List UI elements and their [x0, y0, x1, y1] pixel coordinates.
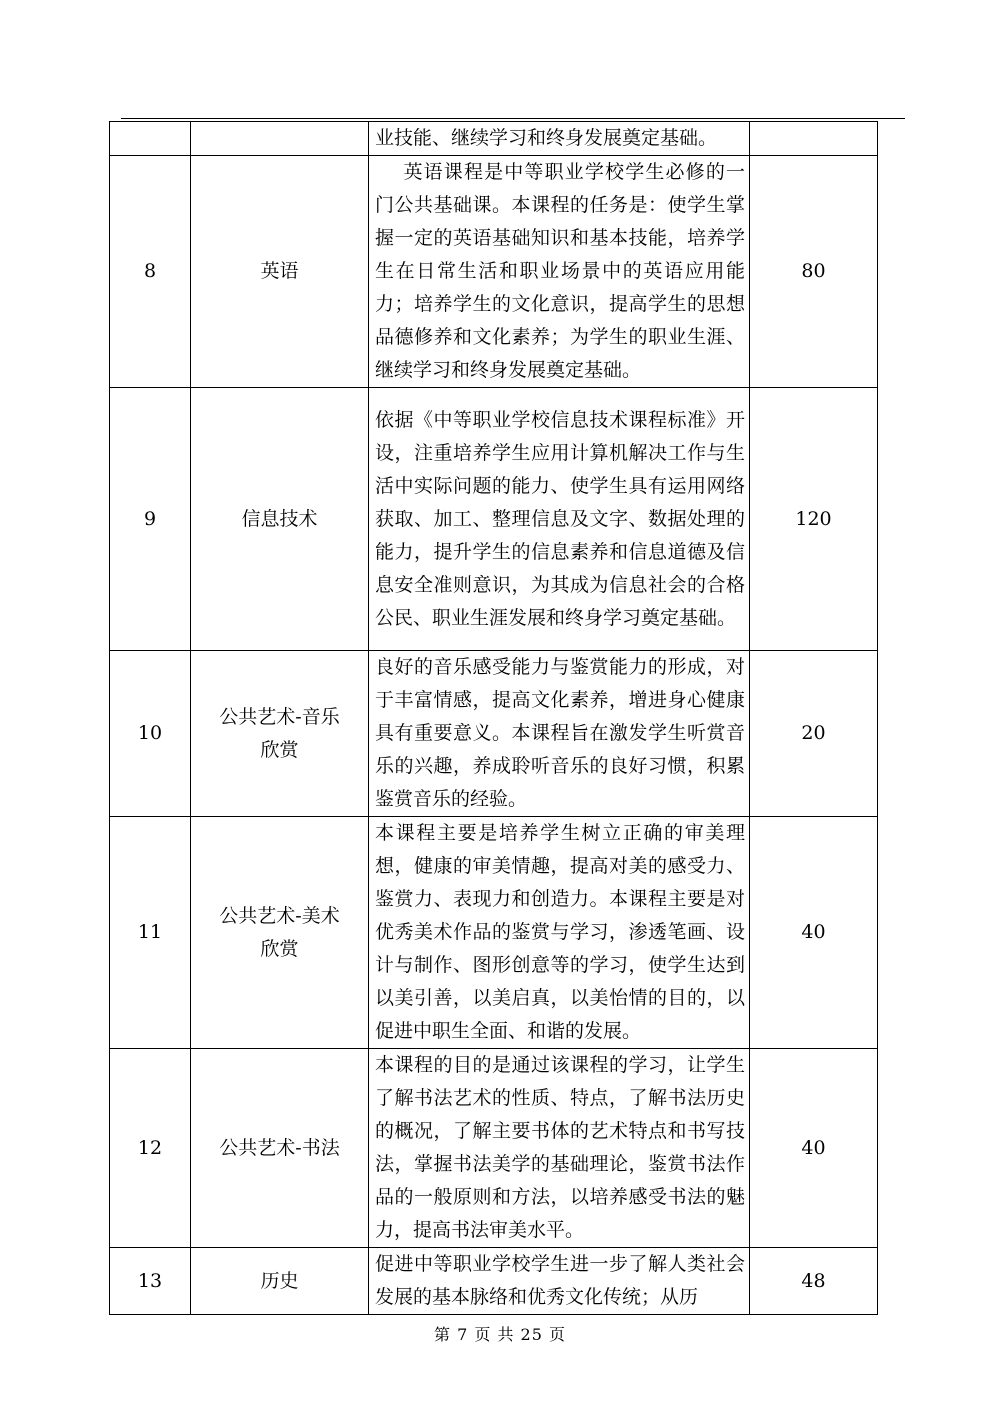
row-number: 8 — [110, 156, 191, 388]
table-row — [110, 651, 878, 817]
course-description: 依据《中等职业学校信息技术课程标准》开设，注重培养学生应用计算机解决工作与生活中实际问题的能力、使学生具有运用网络获取、加工、整理信息及文字、数据处理的能力，提升学生的信息素养和信息道德及信息安全准则意识，为其成为信息社会的合格公民、职业生涯发展和终身学习奠定基础。 — [369, 388, 750, 651]
course-name: 信息技术 — [191, 388, 369, 651]
course-name: 公共艺术-书法 — [191, 1049, 369, 1248]
course-hours: 20 — [750, 651, 878, 817]
course-description: 良好的音乐感受能力与鉴赏能力的形成，对于丰富情感，提高文化素养，增进身心健康具有重要意义。本课程旨在激发学生听赏音乐的兴趣，养成聆听音乐的良好习惯，积累鉴赏音乐的经验。 — [369, 651, 750, 817]
course-name: 公共艺术-音乐欣赏 — [191, 651, 369, 817]
row-number: 9 — [110, 388, 191, 651]
row-number — [110, 122, 191, 156]
course-name: 公共艺术-美术欣赏 — [191, 817, 369, 1049]
course-hours: 40 — [750, 1049, 878, 1248]
table-row — [110, 122, 878, 156]
course-hours: 48 — [750, 1248, 878, 1315]
course-name — [191, 122, 369, 156]
row-number: 12 — [110, 1049, 191, 1248]
course-table — [109, 121, 878, 1315]
table-row — [110, 817, 878, 1049]
row-number: 11 — [110, 817, 191, 1049]
page-footer: 第 7 页 共 25 页 — [434, 1325, 566, 1344]
course-description: 本课程主要是培养学生树立正确的审美理想，健康的审美情趣，提高对美的感受力、鉴赏力、表现力和创造力。本课程主要是对优秀美术作品的鉴赏与学习，渗透笔画、设计与制作、图形创意等的学习，使学生达到以美引善，以美启真，以美怡情的目的，以促进中职生全面、和谐的发展。 — [369, 817, 750, 1049]
table-row — [110, 388, 878, 651]
row-number: 10 — [110, 651, 191, 817]
table-row — [110, 156, 878, 388]
course-description: 促进中等职业学校学生进一步了解人类社会发展的基本脉络和优秀文化传统；从历 — [369, 1248, 750, 1315]
course-hours: 40 — [750, 817, 878, 1049]
course-hours: 120 — [750, 388, 878, 651]
course-description: 英语课程是中等职业学校学生必修的一门公共基础课。本课程的任务是：使学生掌握一定的英语基础知识和基本技能，培养学生在日常生活和职业场景中的英语应用能力；培养学生的文化意识，提高学生的思想品德修养和文化素养；为学生的职业生涯、继续学习和终身发展奠定基础。 — [369, 156, 750, 388]
course-description: 业技能、继续学习和终身发展奠定基础。 — [369, 122, 750, 156]
course-hours: 80 — [750, 156, 878, 388]
course-hours — [750, 122, 878, 156]
table-row — [110, 1049, 878, 1248]
course-description: 本课程的目的是通过该课程的学习，让学生了解书法艺术的性质、特点，了解书法历史的概况，了解主要书体的艺术特点和书写技法，掌握书法美学的基础理论，鉴赏书法作品的一般原则和方法，以培养感受书法的魅力，提高书法审美水平。 — [369, 1049, 750, 1248]
course-name: 英语 — [191, 156, 369, 388]
header-rule — [121, 118, 905, 119]
row-number: 13 — [110, 1248, 191, 1315]
table-row — [110, 1248, 878, 1315]
course-name: 历史 — [191, 1248, 369, 1315]
